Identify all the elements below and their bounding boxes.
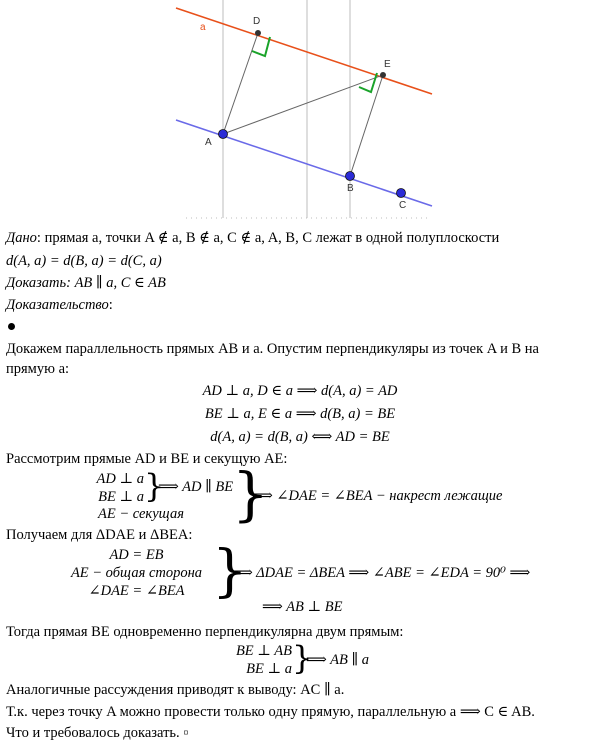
label-d: D: [253, 16, 261, 27]
then-line: Тогда прямая BE одновременно перпендикулярна двум прямым:: [6, 624, 404, 640]
prove-label: Доказать: [6, 275, 67, 291]
equation-2: BE ⊥ a, E ∈ a ⟹ d(B, a) = BE: [204, 406, 396, 422]
get-for-line: Получаем для ΔDAE и ΔBEA:: [6, 527, 193, 543]
label-c: C: [399, 200, 407, 211]
system-1-row-2: BE ⊥ a: [98, 489, 144, 505]
equation-3: d(A, a) = d(B, a) ⟺ AD = BE: [210, 429, 390, 445]
system-3-result: ⟹ AB ∥ a: [306, 652, 370, 668]
label-b: B: [347, 183, 354, 194]
proof-colon: :: [108, 297, 113, 313]
point-b: [346, 172, 355, 181]
line-abc: [176, 120, 432, 206]
system-1-inner: ⟹ AD ∥ BE: [158, 479, 234, 495]
system-2-row-2: AE − общая сторона: [70, 565, 203, 581]
line-a: [176, 8, 432, 94]
ab-perp-be: ⟹ AB ⊥ BE: [262, 599, 343, 615]
system-1-row-3: AE − секущая: [98, 506, 184, 522]
system-3-rows: [214, 642, 292, 678]
bullet: [8, 323, 15, 330]
label-line-a: a: [200, 22, 206, 33]
system-1-row-1: AD ⊥ a: [96, 471, 144, 487]
intro-line-1: Докажем параллельность прямых AB и a. Опустим перпендикуляры из точек A и B на: [6, 341, 539, 357]
right-angle-mark-d: [252, 37, 270, 56]
since-line: Т.к. через точку A можно провести только одну прямую, параллельную a ⟹ C ∈ AB.: [6, 704, 535, 720]
brace-large-1: }: [232, 460, 269, 528]
distances-line: d(A, a) = d(B, a) = d(C, a): [6, 253, 162, 269]
system-2-row-1: AD = EB: [109, 547, 164, 563]
consider-line: Рассмотрим прямые AD и BE и секущую AE:: [6, 451, 288, 467]
point-d: [255, 30, 261, 36]
brace-2: }: [212, 539, 248, 604]
system-2-rows: [60, 546, 213, 600]
qed-line: Что и требовалось доказать. ▫: [6, 725, 189, 741]
given-text: : прямая a, точки A ∉ a, B ∉ a, C ∉ a, A, B, C лежат в одной полуплоскости: [36, 230, 500, 246]
segment-ae: [223, 75, 383, 134]
geometry-figure: [0, 0, 600, 222]
segment-ad: [223, 33, 258, 134]
brace-3: }: [292, 639, 313, 677]
point-c: [397, 189, 406, 198]
proof-line: [6, 296, 113, 314]
given-line: [6, 229, 499, 247]
system-1-result: ⟹ ∠DAE = ∠BEA − накрест лежащие: [252, 488, 503, 504]
point-e: [380, 72, 386, 78]
system-1-rows: [60, 470, 144, 506]
label-e: E: [384, 59, 391, 70]
prove-line: [6, 274, 166, 292]
brace-small-1: }: [144, 467, 165, 505]
equation-1: AD ⊥ a, D ∈ a ⟹ d(A, a) = AD: [202, 383, 398, 399]
given-label: Дано: [6, 230, 37, 246]
point-a: [219, 130, 228, 139]
label-a: A: [205, 137, 212, 148]
prove-text: : AB ∥ a, C ∈ AB: [66, 275, 166, 291]
proof-label: Доказательство: [6, 297, 109, 313]
system-2-row-3: ∠DAE = ∠BEA: [88, 583, 185, 599]
system-3-row-1: BE ⊥ AB: [235, 643, 292, 659]
system-3-row-2: BE ⊥ a: [246, 661, 292, 677]
similar-line: Аналогичные рассуждения приводят к выводу: AC ∥ a.: [6, 682, 345, 698]
system-2-result: ⟹ ΔDAE = ΔBEA ⟹ ∠ABE = ∠EDA = 90⁰ ⟹: [232, 565, 531, 581]
intro-line-2: прямую a:: [6, 361, 70, 377]
